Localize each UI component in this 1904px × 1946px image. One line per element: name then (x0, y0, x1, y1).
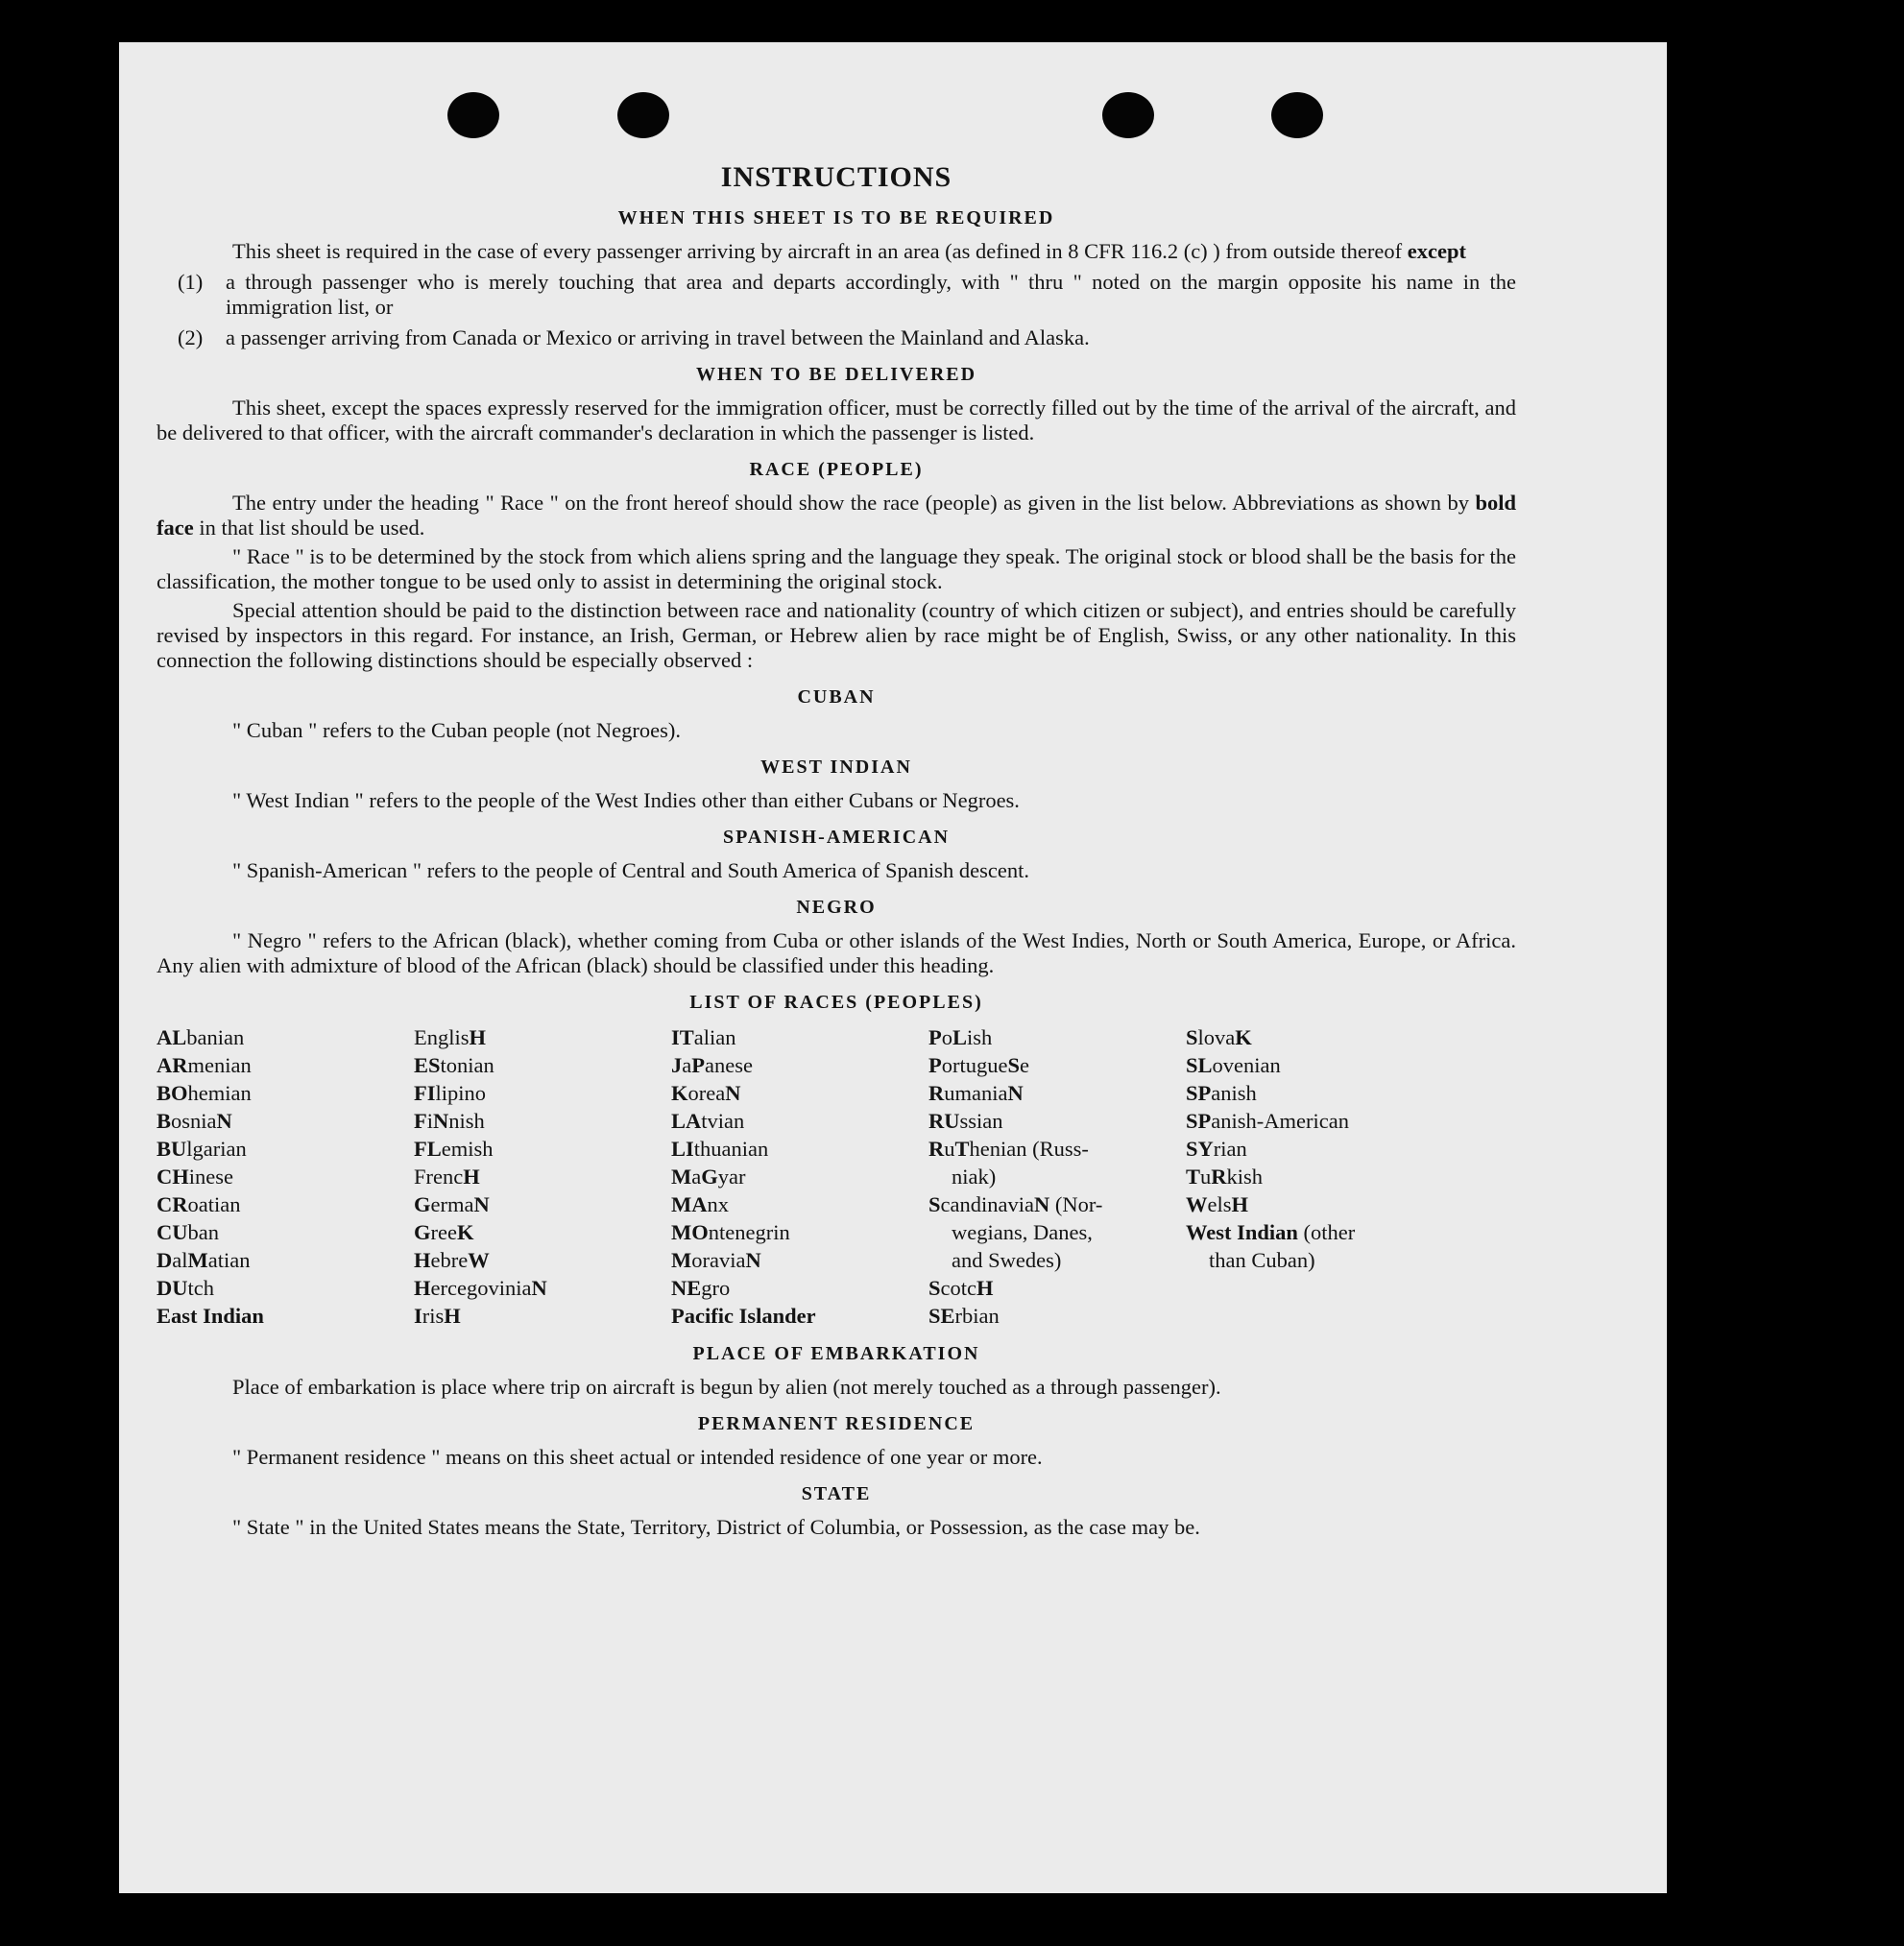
race-abbreviation: H (469, 1025, 487, 1049)
paragraph (157, 239, 1516, 264)
race-text: ish (967, 1025, 993, 1049)
race-abbreviation: ES (414, 1053, 441, 1077)
race-entry (414, 1218, 671, 1246)
race-abbreviation: B (157, 1109, 172, 1133)
race-entry (414, 1023, 671, 1051)
item-number: (1) (178, 270, 204, 294)
race-text: ris (422, 1304, 445, 1328)
race-entry (157, 1218, 414, 1246)
race-entry (157, 1051, 414, 1079)
race-text: niak) (952, 1165, 997, 1189)
race-entry (671, 1246, 928, 1274)
section-heading-when-delivered: WHEN TO BE DELIVERED (695, 364, 977, 385)
race-entry (157, 1163, 414, 1190)
race-entry (414, 1274, 671, 1302)
race-entry (928, 1274, 1186, 1302)
race-abbreviation: RU (928, 1109, 960, 1133)
race-text: ban (187, 1220, 219, 1244)
race-entry (928, 1107, 1186, 1135)
race-abbreviation: Pacific Islander (671, 1304, 816, 1328)
race-entry (671, 1302, 928, 1330)
race-text: u (1200, 1165, 1212, 1189)
paragraph: This sheet, except the spaces expressly reserved for the immigration officer, must be correctly filled out by the time of the arrival of the aircraft, and be delivered to that officer, with the aircraft commander's declaration in which the passenger is listed. (157, 396, 1516, 444)
section-heading-race: RACE (PEOPLE) (749, 459, 924, 480)
race-abbreviation: BO (157, 1081, 188, 1105)
race-text: kish (1226, 1165, 1264, 1189)
race-abbreviation: M (671, 1165, 692, 1189)
race-abbreviation: R (1211, 1165, 1227, 1189)
race-abbreviation: K (1235, 1025, 1252, 1049)
race-entry (671, 1079, 928, 1107)
section-heading-cuban: CUBAN (797, 686, 876, 708)
race-abbreviation: FL (414, 1137, 442, 1161)
race-text: ortugue (941, 1053, 1008, 1077)
paragraph: " Cuban " refers to the Cuban people (not Negroes). (232, 718, 681, 742)
races-column (414, 1023, 671, 1330)
race-text: tch (187, 1276, 214, 1300)
race-abbreviation: G (414, 1220, 431, 1244)
race-entry (928, 1163, 1186, 1190)
race-entry (928, 1079, 1186, 1107)
race-abbreviation: MA (671, 1192, 708, 1216)
race-text: tonian (440, 1053, 494, 1077)
race-entry (671, 1218, 928, 1246)
text: in that list should be used. (199, 516, 425, 540)
race-text: ovenian (1212, 1053, 1281, 1077)
race-entry (671, 1163, 928, 1190)
paragraph: " Permanent residence " means on this sheet actual or intended residence of one year or more. (232, 1445, 1043, 1469)
race-text: tvian (701, 1109, 745, 1133)
race-text: inese (188, 1165, 233, 1189)
section-heading-permanent-residence: PERMANENT RESIDENCE (697, 1413, 976, 1434)
page-title: INSTRUCTIONS (720, 161, 952, 193)
race-entry (928, 1051, 1186, 1079)
race-abbreviation: DU (157, 1276, 188, 1300)
race-abbreviation: H (444, 1304, 461, 1328)
race-abbreviation: East Indian (157, 1304, 264, 1328)
race-text: oravia (691, 1248, 746, 1272)
race-entry (928, 1302, 1186, 1330)
section-heading-when-required: WHEN THIS SHEET IS TO BE REQUIRED (617, 207, 1055, 228)
race-entry (671, 1051, 928, 1079)
race-text: erma (430, 1192, 474, 1216)
race-abbreviation: AL (157, 1025, 187, 1049)
race-text: els (1207, 1192, 1232, 1216)
race-text: wegians, Danes, (952, 1220, 1093, 1244)
race-entry (157, 1302, 414, 1330)
bold-text: except (1407, 239, 1466, 263)
race-abbreviation: K (456, 1220, 474, 1244)
race-abbreviation: J (671, 1053, 683, 1077)
race-text: osnia (171, 1109, 217, 1133)
race-text: alian (693, 1025, 736, 1049)
race-abbreviation: P (691, 1053, 705, 1077)
race-abbreviation: P (928, 1025, 942, 1049)
race-entry (928, 1246, 1186, 1274)
race-entry (1186, 1246, 1399, 1274)
race-entry (1186, 1079, 1399, 1107)
race-entry (414, 1135, 671, 1163)
race-abbreviation: SP (1186, 1081, 1212, 1105)
race-text: emish (441, 1137, 494, 1161)
race-entry (928, 1218, 1186, 1246)
races-column (671, 1023, 928, 1330)
race-text: Englis (414, 1025, 470, 1049)
race-text: nish (448, 1109, 485, 1133)
race-text: anish-American (1211, 1109, 1349, 1133)
race-abbreviation: S (1007, 1053, 1020, 1077)
race-entry (414, 1246, 671, 1274)
race-abbreviation: LA (671, 1109, 702, 1133)
race-text: candinavia (940, 1192, 1034, 1216)
race-entry (671, 1190, 928, 1218)
section-heading-west-indian: WEST INDIAN (760, 757, 912, 778)
race-entry (1186, 1135, 1399, 1163)
races-column (928, 1023, 1186, 1330)
race-entry (157, 1023, 414, 1051)
race-abbreviation: H (414, 1248, 431, 1272)
race-abbreviation: M (187, 1248, 208, 1272)
race-text: atian (207, 1248, 251, 1272)
race-abbreviation: BU (157, 1137, 187, 1161)
race-text: henian (Russ- (969, 1137, 1089, 1161)
race-abbreviation: L (952, 1025, 968, 1049)
race-text: orea (687, 1081, 726, 1105)
race-entry (157, 1079, 414, 1107)
paragraph: " Race " is to be determined by the stock from which aliens spring and the language they speak. The original stock or blood shall be the basis for the classification, the mother tongue to be used only to assist in determining the original stock. (157, 544, 1516, 593)
race-abbreviation: H (976, 1276, 994, 1300)
race-abbreviation: D (157, 1248, 173, 1272)
race-text: a (691, 1165, 702, 1189)
race-abbreviation: CH (157, 1165, 189, 1189)
item-number: (2) (178, 325, 204, 349)
race-entry (928, 1023, 1186, 1051)
list-item (157, 325, 1516, 350)
text: The entry under the heading " Race " on the front hereof should show the race (people) as given in the list below. Abbreviations as shown by (232, 491, 1469, 515)
race-text: rbian (954, 1304, 1000, 1328)
race-abbreviation: W (468, 1248, 490, 1272)
race-abbreviation: N (473, 1192, 490, 1216)
race-text: o (941, 1025, 952, 1049)
race-abbreviation: West Indian (1186, 1220, 1298, 1244)
race-text: menian (187, 1053, 252, 1077)
race-abbreviation: N (725, 1081, 741, 1105)
race-entry (157, 1190, 414, 1218)
race-abbreviation: R (928, 1137, 945, 1161)
race-text: Frenc (414, 1165, 464, 1189)
race-text: (other (1297, 1220, 1356, 1244)
race-entry (414, 1302, 671, 1330)
paragraph: " Negro " refers to the African (black), whether coming from Cuba or other islands of the West Indies, North or South America, Europe, or Africa. Any alien with admixture of blood of the African (black) should be classified under this heading. (157, 928, 1516, 977)
race-text: u (944, 1137, 955, 1161)
race-abbreviation: H (463, 1165, 480, 1189)
race-entry (671, 1274, 928, 1302)
race-abbreviation: S (928, 1192, 941, 1216)
race-abbreviation: FI (414, 1081, 436, 1105)
race-abbreviation: AR (157, 1053, 188, 1077)
race-text: (Nor- (1049, 1192, 1103, 1216)
race-abbreviation: R (928, 1081, 945, 1105)
race-text: ssian (959, 1109, 1003, 1133)
bold-text: bold face (157, 491, 1517, 540)
race-text: umania (944, 1081, 1008, 1105)
race-abbreviation: MO (671, 1220, 709, 1244)
text: This sheet is required in the case of every passenger arriving by aircraft in an area (as defined in 8 CFR 116.2 (c) ) from outside thereof (232, 239, 1403, 263)
race-abbreviation: SY (1186, 1137, 1214, 1161)
race-text: gro (701, 1276, 731, 1300)
race-entry (671, 1135, 928, 1163)
race-abbreviation: G (701, 1165, 718, 1189)
item-text: a through passenger who is merely touching that area and departs accordingly, with " thru " noted on the margin opposite his name in the immigration list, or (226, 270, 1516, 319)
race-abbreviation: P (928, 1053, 942, 1077)
paragraph: Place of embarkation is place where trip on aircraft is begun by alien (not merely touched as a through passenger). (232, 1375, 1221, 1399)
paragraph: " West Indian " refers to the people of the West Indies other than either Cubans or Negroes. (232, 788, 1020, 812)
race-abbreviation: T (954, 1137, 970, 1161)
item-text: a passenger arriving from Canada or Mexico or arriving in travel between the Mainland and Alaska. (226, 325, 1090, 349)
race-text: lova (1197, 1025, 1236, 1049)
race-abbreviation: LI (671, 1137, 694, 1161)
race-text: hemian (187, 1081, 252, 1105)
section-heading-state: STATE (801, 1483, 872, 1504)
race-entry (414, 1079, 671, 1107)
race-text: ree (430, 1220, 457, 1244)
race-abbreviation: K (671, 1081, 688, 1105)
race-entry (157, 1107, 414, 1135)
race-abbreviation: G (414, 1192, 431, 1216)
race-text: rian (1213, 1137, 1247, 1161)
race-entry (157, 1274, 414, 1302)
race-entry (157, 1135, 414, 1163)
instructions-content (157, 115, 1516, 1540)
race-entry (1186, 1218, 1399, 1246)
race-abbreviation: F (414, 1109, 427, 1133)
race-text: than Cuban) (1209, 1248, 1315, 1272)
section-heading-negro: NEGRO (796, 897, 877, 918)
race-text: al (172, 1248, 188, 1272)
race-text: anese (705, 1053, 753, 1077)
race-abbreviation: IT (671, 1025, 694, 1049)
race-abbreviation: T (1186, 1165, 1201, 1189)
race-text: and Swedes) (952, 1248, 1062, 1272)
paragraph: " State " in the United States means the State, Territory, District of Columbia, or Possession, as the case may be. (232, 1515, 1200, 1539)
race-abbreviation: S (928, 1276, 941, 1300)
race-text: anish (1211, 1081, 1257, 1105)
race-text: e (1020, 1053, 1029, 1077)
race-text: lipino (435, 1081, 487, 1105)
race-entry (157, 1246, 414, 1274)
race-text: i (426, 1109, 434, 1133)
paragraph (157, 491, 1516, 541)
race-abbreviation: CU (157, 1220, 188, 1244)
race-entry (1186, 1023, 1399, 1051)
race-text: ercegovinia (430, 1276, 532, 1300)
race-text: cotc (940, 1276, 976, 1300)
race-abbreviation: N (1007, 1081, 1024, 1105)
race-abbreviation: N (433, 1109, 449, 1133)
race-text: nx (707, 1192, 729, 1216)
race-entry (671, 1107, 928, 1135)
race-abbreviation: CR (157, 1192, 188, 1216)
race-entry (1186, 1051, 1399, 1079)
race-entry (1186, 1107, 1399, 1135)
race-abbreviation: W (1186, 1192, 1208, 1216)
races-table (157, 1023, 1516, 1330)
race-text: a (682, 1053, 692, 1077)
race-entry (414, 1190, 671, 1218)
paragraph: Special attention should be paid to the distinction between race and nationality (country of which citizen or subject), and entries should be carefully revised by inspectors in this regard. For instance, an Irish, German, or Hebrew alien by race might be of English, Swiss, or any other nationality. In this connection the following distinctions should be especially observed : (157, 598, 1516, 672)
race-abbreviation: N (216, 1109, 232, 1133)
race-abbreviation: NE (671, 1276, 702, 1300)
race-entry (928, 1190, 1186, 1218)
race-entry (414, 1163, 671, 1190)
race-abbreviation: M (671, 1248, 692, 1272)
list-item (157, 270, 1516, 320)
race-abbreviation: H (1231, 1192, 1249, 1216)
race-entry (928, 1135, 1186, 1163)
race-entry (1186, 1163, 1399, 1190)
race-text: lgarian (186, 1137, 247, 1161)
race-entry (414, 1051, 671, 1079)
race-text: ebre (430, 1248, 469, 1272)
races-column (1186, 1023, 1399, 1330)
race-abbreviation: I (414, 1304, 422, 1328)
section-heading-list-of-races: LIST OF RACES (PEOPLES) (689, 992, 983, 1013)
race-text: ntenegrin (708, 1220, 790, 1244)
race-abbreviation: N (531, 1276, 547, 1300)
race-abbreviation: H (414, 1276, 431, 1300)
race-entry (1186, 1190, 1399, 1218)
paragraph: " Spanish-American " refers to the people of Central and South America of Spanish descent. (232, 858, 1030, 882)
section-heading-spanish-american: SPANISH-AMERICAN (722, 827, 951, 848)
race-text: banian (186, 1025, 245, 1049)
race-abbreviation: SL (1186, 1053, 1213, 1077)
races-column (157, 1023, 414, 1330)
race-abbreviation: N (1033, 1192, 1050, 1216)
race-text: oatian (187, 1192, 241, 1216)
race-text: yar (717, 1165, 746, 1189)
race-abbreviation: SE (928, 1304, 955, 1328)
section-heading-embarkation: PLACE OF EMBARKATION (692, 1343, 980, 1364)
race-abbreviation: SP (1186, 1109, 1212, 1133)
race-text: thuanian (693, 1137, 769, 1161)
race-abbreviation: S (1186, 1025, 1198, 1049)
race-entry (671, 1023, 928, 1051)
race-abbreviation: N (745, 1248, 761, 1272)
race-entry (414, 1107, 671, 1135)
